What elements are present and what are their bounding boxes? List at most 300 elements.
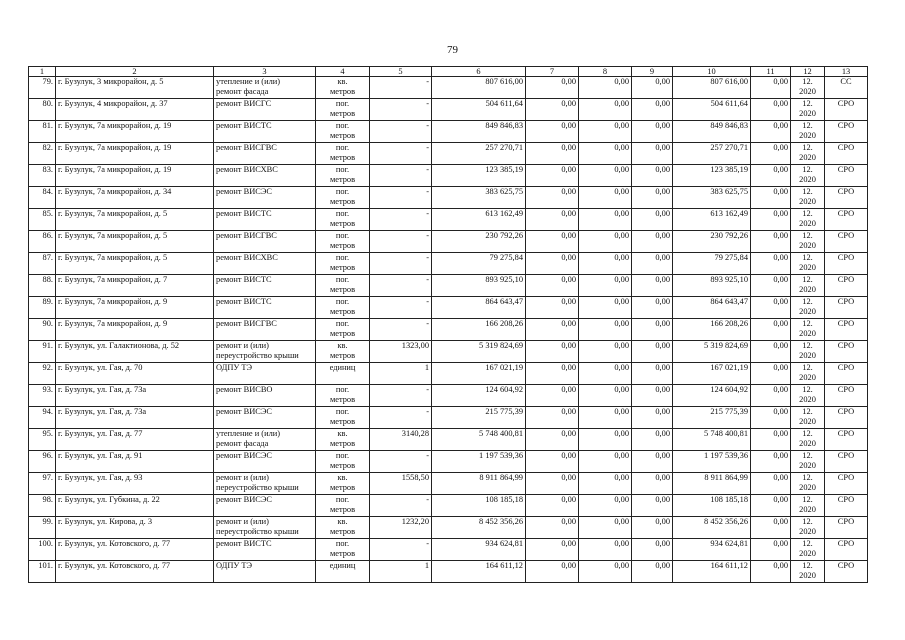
amount-cell-7 (526, 319, 579, 341)
volume-cell-text: - (426, 319, 429, 328)
unit-cell-text: пог. (335, 407, 350, 416)
unit-cell-text: пог. (335, 121, 350, 130)
amount-cell-9 (632, 297, 673, 319)
amount-cell-7 (526, 539, 579, 561)
method-cell (825, 561, 868, 583)
amount-cell-11-text: 0,00 (773, 297, 788, 306)
volume-cell-text: - (426, 165, 429, 174)
total-cell-text: 849 846,83 (710, 121, 748, 130)
address-cell (56, 231, 214, 253)
cost-cell-text: 79 275,84 (489, 253, 523, 262)
date-cell (791, 231, 825, 253)
date-cell-text: 2020 (799, 197, 816, 206)
cost-cell (432, 561, 526, 583)
cost-cell-text: 230 792,26 (485, 231, 523, 240)
volume-cell-text: - (426, 187, 429, 196)
amount-cell-11 (751, 539, 791, 561)
volume-cell-text: 1 (424, 561, 429, 570)
work-type-cell-text: ремонт и (или) (216, 341, 269, 350)
unit-cell-text: пог. (335, 165, 350, 174)
amount-cell-11-text: 0,00 (773, 429, 788, 438)
total-cell-text: 79 275,84 (714, 253, 748, 262)
date-cell (791, 517, 825, 539)
date-cell-text: 2020 (799, 263, 816, 272)
cost-cell (432, 473, 526, 495)
table-row (29, 253, 868, 275)
column-header: 7 (526, 67, 579, 77)
date-cell-text: 12. (802, 517, 813, 526)
amount-cell-9 (632, 451, 673, 473)
amount-cell-8-text: 0,00 (614, 429, 629, 438)
date-cell-text: 12. (802, 121, 813, 130)
amount-cell-7 (526, 429, 579, 451)
amount-cell-7-text: 0,00 (561, 429, 576, 438)
amount-cell-7-text: 0,00 (561, 209, 576, 218)
work-type-cell-text: ремонт ВИСЭС (216, 187, 272, 196)
work-type-cell-text: ремонт ВИСТС (216, 121, 272, 130)
row-number-cell (29, 385, 56, 407)
amount-cell-8 (579, 275, 632, 297)
unit-cell (316, 451, 370, 473)
table-row (29, 99, 868, 121)
date-cell-text: 2020 (799, 175, 816, 184)
address-cell-text: г. Бузулук, ул. Кирова, д. 3 (58, 517, 153, 526)
volume-cell (370, 187, 432, 209)
volume-cell (370, 253, 432, 275)
address-cell-text: г. Бузулук, 7а микрорайон, д. 34 (58, 187, 172, 196)
method-cell-text: СРО (837, 517, 855, 526)
amount-cell-8-text: 0,00 (614, 363, 629, 372)
date-cell-text: 2020 (799, 285, 816, 294)
date-cell-text: 2020 (799, 87, 816, 96)
amount-cell-8-text: 0,00 (614, 319, 629, 328)
address-cell (56, 319, 214, 341)
amount-cell-7 (526, 407, 579, 429)
row-number-cell (29, 187, 56, 209)
date-cell (791, 539, 825, 561)
unit-cell (316, 473, 370, 495)
method-cell (825, 231, 868, 253)
total-cell-text: 215 775,39 (710, 407, 748, 416)
date-cell-text: 12. (802, 209, 813, 218)
total-cell-text: 934 624,81 (710, 539, 748, 548)
total-cell (673, 517, 751, 539)
unit-cell-text: метров (329, 527, 356, 536)
unit-cell-text: метров (329, 329, 356, 338)
method-cell (825, 363, 868, 385)
date-cell-text: 2020 (799, 373, 816, 382)
amount-cell-8-text: 0,00 (614, 209, 629, 218)
amount-cell-7 (526, 473, 579, 495)
address-cell (56, 451, 214, 473)
volume-cell-text: 3140,28 (401, 429, 429, 438)
method-cell-text: СРО (837, 231, 855, 240)
cost-cell (432, 429, 526, 451)
method-cell (825, 187, 868, 209)
amount-cell-8 (579, 385, 632, 407)
row-number-cell-text: 83. (42, 165, 53, 174)
work-type-cell (214, 165, 316, 187)
amount-cell-7-text: 0,00 (561, 275, 576, 284)
work-type-cell (214, 99, 316, 121)
cost-cell-text: 167 021,19 (485, 363, 523, 372)
amount-cell-8-text: 0,00 (614, 187, 629, 196)
amount-cell-7-text: 0,00 (561, 187, 576, 196)
date-cell-text: 2020 (799, 329, 816, 338)
amount-cell-8-text: 0,00 (614, 407, 629, 416)
address-cell (56, 143, 214, 165)
volume-cell (370, 165, 432, 187)
address-cell-text: г. Бузулук, 7а микрорайон, д. 19 (58, 165, 172, 174)
work-type-cell-text: ремонт и (или) (216, 517, 269, 526)
address-cell (56, 275, 214, 297)
total-cell-text: 864 643,47 (710, 297, 748, 306)
cost-cell-text: 893 925,10 (485, 275, 523, 284)
cost-cell (432, 319, 526, 341)
table-row (29, 209, 868, 231)
amount-cell-8 (579, 407, 632, 429)
method-cell-text: СРО (837, 495, 855, 504)
cost-cell-text: 383 625,75 (485, 187, 523, 196)
method-cell-text: СРО (837, 121, 855, 130)
amount-cell-11-text: 0,00 (773, 99, 788, 108)
date-cell-text: 12. (802, 561, 813, 570)
amount-cell-7-text: 0,00 (561, 363, 576, 372)
method-cell-text: СРО (837, 187, 855, 196)
date-cell-text: 12. (802, 429, 813, 438)
total-cell (673, 539, 751, 561)
unit-cell-text: кв. (337, 77, 348, 86)
amount-cell-11 (751, 363, 791, 385)
volume-cell (370, 451, 432, 473)
cost-cell-text: 1 197 539,36 (479, 451, 523, 460)
cost-cell-text: 257 270,71 (485, 143, 523, 152)
row-number-cell-text: 82. (42, 143, 53, 152)
amount-cell-9-text: 0,00 (655, 165, 670, 174)
amount-cell-9-text: 0,00 (655, 231, 670, 240)
work-type-cell (214, 253, 316, 275)
date-cell (791, 319, 825, 341)
total-cell (673, 297, 751, 319)
amount-cell-9-text: 0,00 (655, 121, 670, 130)
volume-cell-text: - (426, 77, 429, 86)
date-cell-text: 2020 (799, 351, 816, 360)
amount-cell-7-text: 0,00 (561, 253, 576, 262)
amount-cell-9-text: 0,00 (655, 495, 670, 504)
method-cell (825, 165, 868, 187)
amount-cell-9 (632, 341, 673, 363)
work-type-cell-text: утепление и (или) (216, 429, 281, 438)
table-row (29, 143, 868, 165)
volume-cell (370, 539, 432, 561)
unit-cell-text: метров (329, 395, 356, 404)
address-cell (56, 429, 214, 451)
unit-cell-text: метров (329, 109, 356, 118)
amount-cell-8-text: 0,00 (614, 495, 629, 504)
address-cell-text: г. Бузулук, ул. Гая, д. 91 (58, 451, 143, 460)
row-number-cell (29, 143, 56, 165)
table-row (29, 319, 868, 341)
unit-cell (316, 231, 370, 253)
volume-cell-text: 1323,00 (401, 341, 429, 350)
method-cell-text: СРО (837, 297, 855, 306)
amount-cell-11-text: 0,00 (773, 253, 788, 262)
total-cell (673, 561, 751, 583)
work-type-cell-text: ремонт фасада (216, 439, 269, 448)
address-cell (56, 495, 214, 517)
table-row (29, 275, 868, 297)
date-cell (791, 495, 825, 517)
unit-cell-text: метров (329, 263, 356, 272)
volume-cell-text: - (426, 539, 429, 548)
work-type-cell (214, 209, 316, 231)
date-cell-text: 2020 (799, 505, 816, 514)
unit-cell-text: пог. (335, 99, 350, 108)
unit-cell-text: метров (329, 439, 356, 448)
work-type-cell-text: ремонт ВИСЭС (216, 407, 272, 416)
work-type-cell (214, 231, 316, 253)
amount-cell-11-text: 0,00 (773, 319, 788, 328)
total-cell-text: 164 611,12 (710, 561, 748, 570)
work-type-cell-text: ремонт ВИСГВС (216, 143, 277, 152)
work-type-cell-text: ремонт ВИСТС (216, 539, 272, 548)
amount-cell-9 (632, 253, 673, 275)
total-cell-text: 5 319 824,69 (704, 341, 748, 350)
amount-cell-7-text: 0,00 (561, 231, 576, 240)
row-number-cell-text: 91. (42, 341, 53, 350)
date-cell-text: 2020 (799, 439, 816, 448)
work-type-cell-text: ремонт ВИСЭС (216, 495, 272, 504)
date-cell-text: 2020 (799, 395, 816, 404)
amount-cell-11 (751, 473, 791, 495)
unit-cell-text: метров (329, 175, 356, 184)
amount-cell-8-text: 0,00 (614, 385, 629, 394)
total-cell (673, 341, 751, 363)
cost-cell-text: 5 319 824,69 (479, 341, 523, 350)
work-type-cell-text: ремонт ВИСГВС (216, 231, 277, 240)
date-cell-text: 12. (802, 275, 813, 284)
method-cell-text: СРО (837, 539, 855, 548)
amount-cell-11 (751, 209, 791, 231)
amount-cell-7 (526, 451, 579, 473)
volume-cell (370, 275, 432, 297)
amount-cell-7 (526, 275, 579, 297)
date-cell (791, 451, 825, 473)
work-type-cell (214, 517, 316, 539)
amount-cell-9 (632, 473, 673, 495)
amount-cell-11-text: 0,00 (773, 561, 788, 570)
cost-cell (432, 99, 526, 121)
amount-cell-8-text: 0,00 (614, 539, 629, 548)
volume-cell-text: - (426, 297, 429, 306)
row-number-cell (29, 319, 56, 341)
cost-cell-text: 123 385,19 (485, 165, 523, 174)
unit-cell (316, 341, 370, 363)
amount-cell-11-text: 0,00 (773, 451, 788, 460)
total-cell (673, 231, 751, 253)
amount-cell-9 (632, 165, 673, 187)
volume-cell-text: - (426, 451, 429, 460)
volume-cell (370, 363, 432, 385)
total-cell-text: 504 611,64 (710, 99, 748, 108)
work-type-cell-text: переустройство крыши (216, 351, 299, 360)
amount-cell-8 (579, 429, 632, 451)
row-number-cell (29, 99, 56, 121)
date-cell-text: 12. (802, 319, 813, 328)
date-cell-text: 2020 (799, 527, 816, 536)
row-number-cell-text: 80. (42, 99, 53, 108)
date-cell (791, 407, 825, 429)
date-cell-text: 12. (802, 187, 813, 196)
row-number-cell (29, 363, 56, 385)
date-cell (791, 77, 825, 99)
cost-cell (432, 495, 526, 517)
amount-cell-11-text: 0,00 (773, 231, 788, 240)
amount-cell-7-text: 0,00 (561, 297, 576, 306)
date-cell-text: 12. (802, 495, 813, 504)
amount-cell-9 (632, 385, 673, 407)
amount-cell-8-text: 0,00 (614, 473, 629, 482)
address-cell (56, 341, 214, 363)
amount-cell-11-text: 0,00 (773, 209, 788, 218)
total-cell (673, 407, 751, 429)
table-row (29, 121, 868, 143)
amount-cell-9 (632, 539, 673, 561)
date-cell-text: 12. (802, 385, 813, 394)
total-cell (673, 143, 751, 165)
date-cell-text: 12. (802, 341, 813, 350)
unit-cell (316, 517, 370, 539)
address-cell-text: г. Бузулук, ул. Губкина, д. 22 (58, 495, 160, 504)
amount-cell-9 (632, 275, 673, 297)
total-cell (673, 275, 751, 297)
amount-cell-9-text: 0,00 (655, 517, 670, 526)
date-cell-text: 12. (802, 297, 813, 306)
total-cell (673, 429, 751, 451)
work-type-cell (214, 561, 316, 583)
method-cell (825, 407, 868, 429)
method-cell (825, 275, 868, 297)
work-type-cell-text: ОДПУ ТЭ (216, 363, 253, 372)
unit-cell-text: метров (329, 417, 356, 426)
column-header: 13 (825, 67, 868, 77)
cost-cell (432, 385, 526, 407)
amount-cell-9 (632, 209, 673, 231)
amount-cell-9 (632, 77, 673, 99)
amount-cell-7-text: 0,00 (561, 77, 576, 86)
table-row (29, 495, 868, 517)
column-header: 4 (316, 67, 370, 77)
method-cell (825, 495, 868, 517)
method-cell (825, 297, 868, 319)
total-cell (673, 451, 751, 473)
work-type-cell (214, 363, 316, 385)
amount-cell-11 (751, 297, 791, 319)
volume-cell (370, 517, 432, 539)
amount-cell-11 (751, 275, 791, 297)
amount-cell-11-text: 0,00 (773, 275, 788, 284)
amount-cell-8 (579, 495, 632, 517)
work-type-cell (214, 407, 316, 429)
total-cell-text: 613 162,49 (710, 209, 748, 218)
total-cell (673, 385, 751, 407)
volume-cell (370, 143, 432, 165)
address-cell-text: г. Бузулук, 7а микрорайон, д. 5 (58, 231, 168, 240)
total-cell (673, 473, 751, 495)
amount-cell-7 (526, 253, 579, 275)
total-cell-text: 893 925,10 (710, 275, 748, 284)
unit-cell (316, 121, 370, 143)
amount-cell-9-text: 0,00 (655, 143, 670, 152)
amount-cell-9-text: 0,00 (655, 209, 670, 218)
row-number-cell (29, 275, 56, 297)
row-number-cell-text: 85. (42, 209, 53, 218)
volume-cell (370, 473, 432, 495)
amount-cell-8 (579, 165, 632, 187)
unit-cell (316, 561, 370, 583)
work-type-cell-text: ремонт и (или) (216, 473, 269, 482)
amount-cell-7 (526, 165, 579, 187)
method-cell-text: СРО (837, 143, 855, 152)
amount-cell-8-text: 0,00 (614, 451, 629, 460)
date-cell (791, 561, 825, 583)
volume-cell (370, 231, 432, 253)
unit-cell-text: пог. (335, 385, 350, 394)
date-cell-text: 2020 (799, 131, 816, 140)
volume-cell (370, 407, 432, 429)
column-header: 8 (579, 67, 632, 77)
unit-cell-text: пог. (335, 253, 350, 262)
cost-cell (432, 187, 526, 209)
address-cell (56, 561, 214, 583)
cost-cell-text: 164 611,12 (485, 561, 523, 570)
method-cell-text: СРО (837, 99, 855, 108)
unit-cell-text: метров (329, 461, 356, 470)
table-row (29, 451, 868, 473)
amount-cell-7-text: 0,00 (561, 473, 576, 482)
unit-cell-text: метров (329, 131, 356, 140)
total-cell-text: 807 616,00 (710, 77, 748, 86)
volume-cell-text: - (426, 407, 429, 416)
volume-cell-text: 1 (424, 363, 429, 372)
amount-cell-9-text: 0,00 (655, 341, 670, 350)
row-number-cell-text: 93. (42, 385, 53, 394)
unit-cell (316, 209, 370, 231)
date-cell-text: 2020 (799, 571, 816, 580)
unit-cell-text: кв. (337, 341, 348, 350)
amount-cell-7-text: 0,00 (561, 143, 576, 152)
cost-cell-text: 934 624,81 (485, 539, 523, 548)
column-header: 2 (56, 67, 214, 77)
volume-cell (370, 77, 432, 99)
amount-cell-11-text: 0,00 (773, 385, 788, 394)
amount-cell-7 (526, 231, 579, 253)
address-cell (56, 473, 214, 495)
date-cell-text: 12. (802, 77, 813, 86)
volume-cell-text: - (426, 231, 429, 240)
cost-cell (432, 77, 526, 99)
address-cell-text: г. Бузулук, ул. Галактионова, д. 52 (58, 341, 180, 350)
address-cell (56, 77, 214, 99)
unit-cell-text: пог. (335, 143, 350, 152)
address-cell-text: г. Бузулук, 4 микрорайон, д. 37 (58, 99, 168, 108)
unit-cell (316, 99, 370, 121)
amount-cell-8 (579, 187, 632, 209)
table-row (29, 231, 868, 253)
amount-cell-8 (579, 319, 632, 341)
row-number-cell-text: 81. (42, 121, 53, 130)
address-cell (56, 253, 214, 275)
